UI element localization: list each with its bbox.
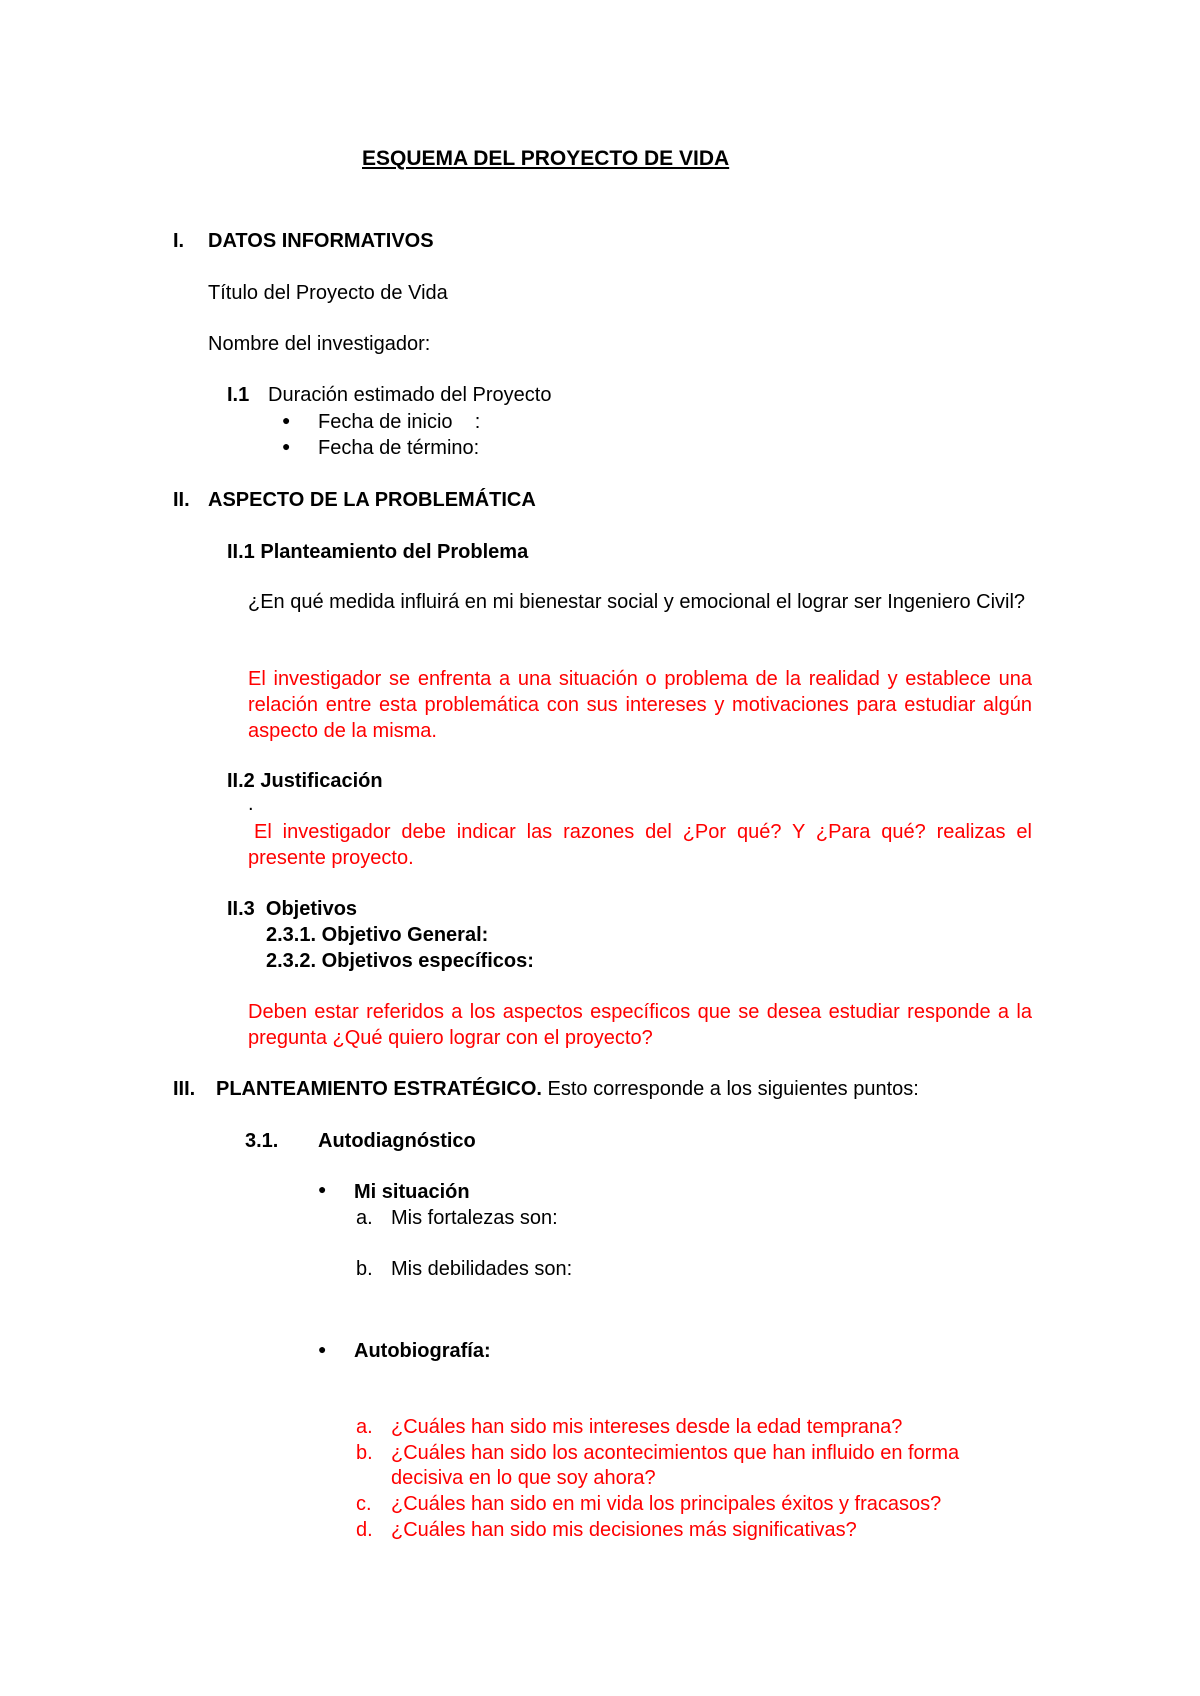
autobiography-heading: Autobiografía: <box>354 1340 491 1362</box>
specific-objectives: 2.3.2. Objetivos específicos: <box>266 950 534 972</box>
section-2-number: II. <box>173 489 190 511</box>
question-events: ¿Cuáles han sido los acontecimientos que han influido en forma <box>391 1442 960 1464</box>
duration-label: Duración estimado del Proyecto <box>268 384 552 406</box>
list-letter: b. <box>356 1258 373 1280</box>
my-situation-heading: Mi situación <box>354 1181 470 1203</box>
researcher-name-label: Nombre del investigador: <box>208 333 431 355</box>
page-title: ESQUEMA DEL PROYECTO DE VIDA <box>362 147 730 170</box>
section-3-heading-rest: Esto corresponde a los siguientes puntos: <box>541 1078 919 1100</box>
bullet-icon: ● <box>282 438 291 454</box>
section-3-heading-line <box>216 1076 919 1102</box>
section-2-heading: ASPECTO DE LA PROBLEMÁTICA <box>208 489 536 511</box>
section-3-heading: PLANTEAMIENTO ESTRATÉGICO. <box>216 1078 542 1100</box>
weaknesses-label: Mis debilidades son: <box>391 1258 573 1280</box>
strengths-label: Mis fortalezas son: <box>391 1207 558 1229</box>
question-decisions: ¿Cuáles han sido mis decisiones más significativas? <box>391 1519 857 1541</box>
section-1-number: I. <box>173 230 185 252</box>
problem-question: ¿En qué medida influirá en mi bienestar social y emocional el lograr ser Ingeniero Civil? <box>248 591 1026 613</box>
problem-note: El investigador se enfrenta a una situación o problema de la realidad y establece una relación entre esta problemática con sus intereses y motivaciones para estudiar algún aspecto de la misma. <box>248 668 1032 742</box>
question-events-continued: decisiva en lo que soy ahora? <box>391 1467 656 1489</box>
justification-note: El investigador debe indicar las razones del ¿Por qué? Y ¿Para qué? realizas el presente proyecto. <box>248 821 1032 869</box>
bullet-icon: ● <box>318 1181 327 1197</box>
start-date-label: Fecha de inicio : <box>318 411 481 433</box>
justification-dot: . <box>248 793 254 815</box>
list-letter: c. <box>356 1493 372 1515</box>
self-diagnosis-heading: Autodiagnóstico <box>318 1130 476 1152</box>
list-letter: b. <box>356 1442 373 1464</box>
objectives-heading: II.3 Objetivos <box>227 898 358 920</box>
project-title-label: Título del Proyecto de Vida <box>208 282 448 304</box>
problem-statement-heading: II.1 Planteamiento del Problema <box>227 541 529 563</box>
self-diagnosis-number: 3.1. <box>245 1130 279 1152</box>
end-date-label: Fecha de término: <box>318 437 480 459</box>
list-letter: d. <box>356 1519 373 1541</box>
objectives-note: Deben estar referidos a los aspectos específicos que se desea estudiar responde a la pregunta ¿Qué quiero lograr con el proyecto? <box>248 1001 1032 1049</box>
question-successes: ¿Cuáles han sido en mi vida los principales éxitos y fracasos? <box>391 1493 942 1515</box>
question-interests: ¿Cuáles han sido mis intereses desde la edad temprana? <box>391 1416 903 1438</box>
bullet-icon: ● <box>318 1341 327 1357</box>
list-letter: a. <box>356 1207 373 1229</box>
general-objective: 2.3.1. Objetivo General: <box>266 924 489 946</box>
section-3-number: III. <box>173 1078 196 1100</box>
duration-number: I.1 <box>227 384 250 406</box>
bullet-icon: ● <box>282 412 291 428</box>
list-letter: a. <box>356 1416 373 1438</box>
justification-heading: II.2 Justificación <box>227 770 383 792</box>
section-1-heading: DATOS INFORMATIVOS <box>208 230 434 252</box>
